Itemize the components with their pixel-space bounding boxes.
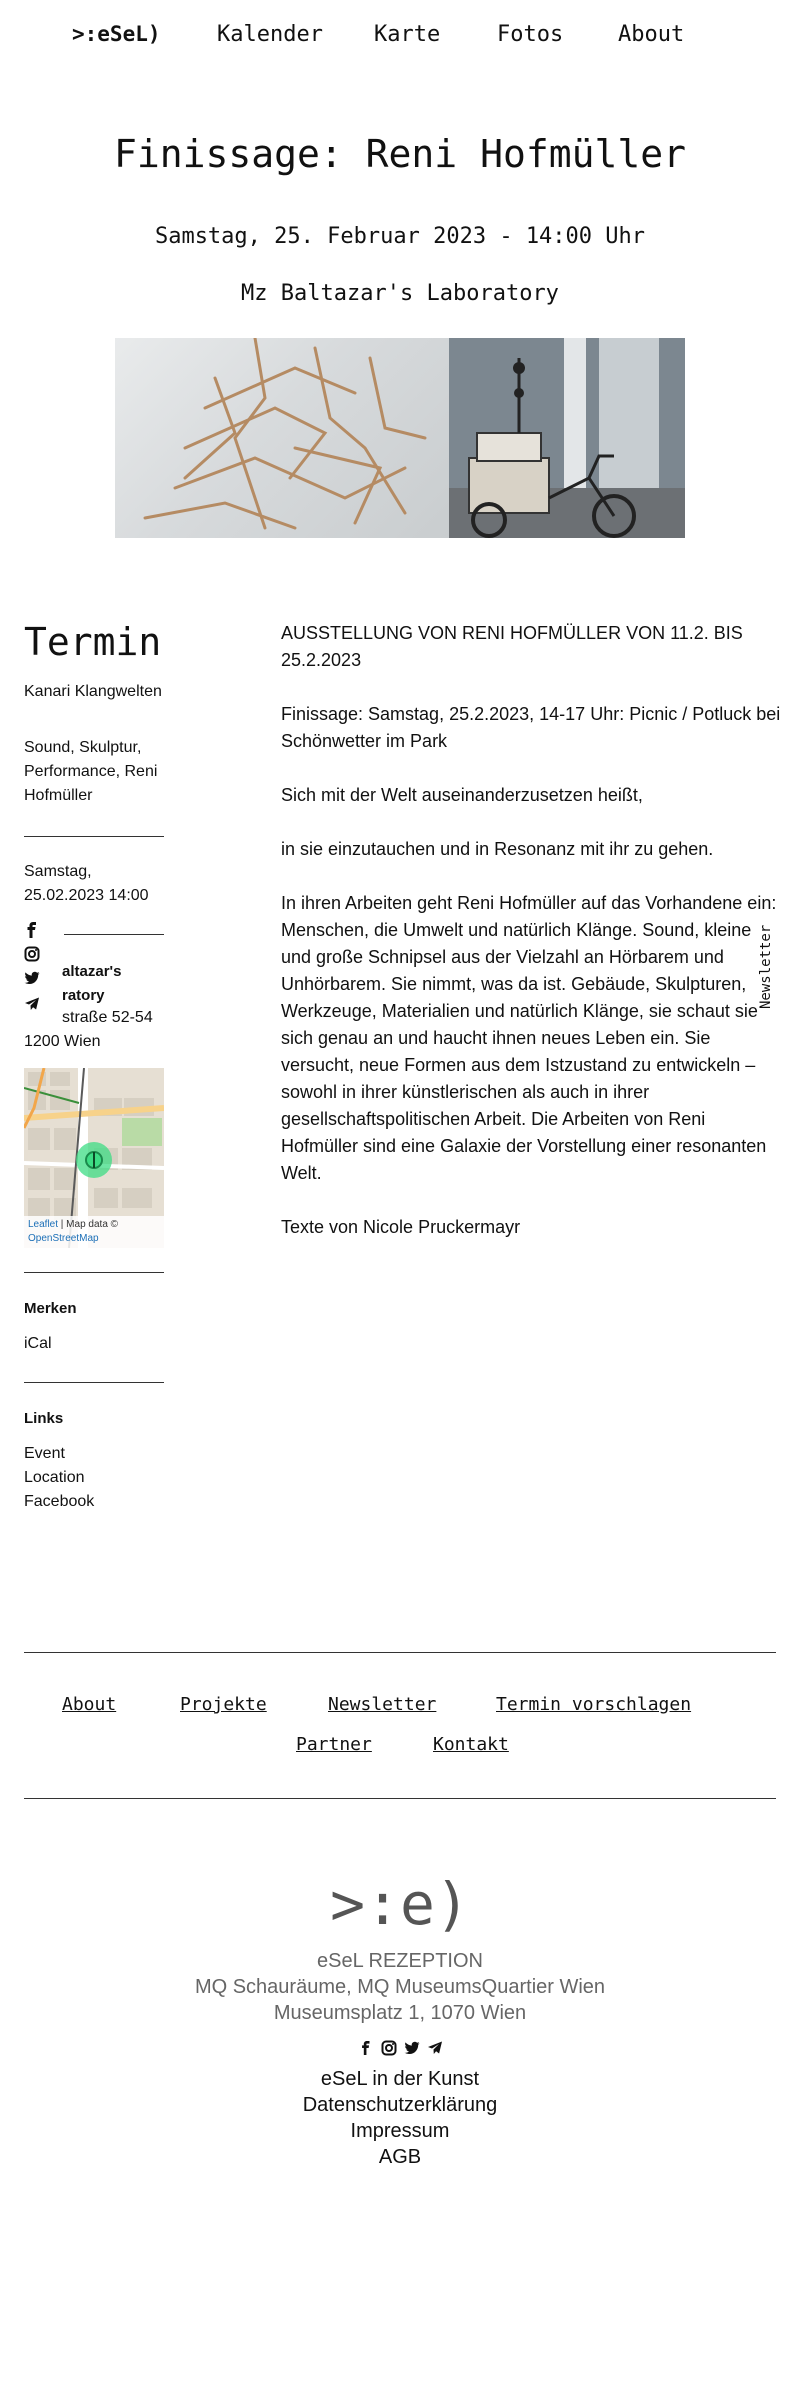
footer-social-icons <box>355 2040 445 2058</box>
telegram-icon[interactable] <box>24 996 40 1012</box>
footer-address-3: Museumsplatz 1, 1070 Wien <box>273 2002 527 2024</box>
content-paragraph-2: Finissage: Samstag, 25.2.2023, 14-17 Uhr: Picnic / Potluck bei Schönwetter im Park <box>281 704 781 751</box>
event-genres: Sound, Skulptur, Performance, Reni Hofmüller <box>24 739 158 804</box>
footer-link-termin-vorschlagen[interactable]: Termin vorschlagen <box>496 1694 692 1715</box>
footer-address-1: eSeL REZEPTION <box>317 1950 483 1972</box>
content-paragraph-6: Texte von Nicole Pruckermayr <box>281 1217 521 1237</box>
footer-divider <box>24 1798 776 1799</box>
merken-heading: Merken <box>24 1300 77 1317</box>
twitter-icon[interactable] <box>404 2040 420 2056</box>
event-link[interactable]: Event <box>24 1445 65 1462</box>
ical-link[interactable]: iCal <box>24 1335 52 1352</box>
instagram-icon[interactable] <box>381 2040 397 2056</box>
footer-link-agb[interactable]: AGB <box>378 2146 422 2168</box>
top-nav <box>0 22 800 52</box>
footer-divider <box>24 1652 776 1653</box>
page-title: Finissage: Reni Hofmüller <box>114 132 686 176</box>
location-link[interactable]: Location <box>24 1469 85 1486</box>
content-paragraph-1: AUSSTELLUNG VON RENI HOFMÜLLER VON 11.2. BIS 25.2.2023 <box>281 623 743 670</box>
nav-kalender[interactable]: Kalender <box>217 22 323 47</box>
footer-link-projekte[interactable]: Projekte <box>180 1694 267 1715</box>
links-heading: Links <box>24 1410 64 1427</box>
footer-link-impressum[interactable]: Impressum <box>350 2120 450 2142</box>
nav-fotos[interactable]: Fotos <box>497 22 564 47</box>
divider <box>24 1272 164 1273</box>
divider <box>24 1382 164 1383</box>
content-paragraph-3: Sich mit der Welt auseinanderzusetzen heißt, <box>281 785 643 805</box>
leaflet-link[interactable]: Leaflet <box>28 1219 59 1230</box>
site-logo[interactable]: >:eSeL) <box>72 22 161 46</box>
facebook-icon[interactable] <box>359 2040 373 2056</box>
map-data-label: | Map data © <box>58 1219 119 1230</box>
event-category[interactable]: Kanari Klangwelten <box>24 683 162 700</box>
newsletter-tab[interactable]: Newsletter <box>758 922 782 1012</box>
location-line-1[interactable]: altazar's <box>62 963 122 980</box>
footer-brand-logo[interactable]: >:e) <box>330 1870 470 1938</box>
map-attribution <box>28 1218 118 1246</box>
date-line-2: 25.02.2023 14:00 <box>24 887 149 904</box>
facebook-link[interactable]: Facebook <box>24 1493 95 1510</box>
content-paragraph-5: In ihren Arbeiten geht Reni Hofmüller auf das Vorhandene ein: Menschen, die Umwelt und natürlich Klänge. Sound, kleine und große Schnipsel aus der Vielzahl an Hörbarem und Unhörbarem. Sie nimmt, was da ist. Gebäude, Skulpturen, Werkzeuge, Materialien und natürlich Klänge, sie schaut sie sich genau an und haucht ihnen neues Leben ein. Sie versucht, neue Formen aus dem Istzustand zu entwickeln – sowohl in ihrer künstlerischen als auch in ihrer gesellschaftspolitischen Arbeit. Die Arbeiten von Reni Hofmüller sind eine Galaxie der Vorstellung einer resonanten Welt. <box>281 893 777 1183</box>
footer-link-partner[interactable]: Partner <box>296 1734 372 1755</box>
instagram-icon[interactable] <box>24 946 40 962</box>
osm-link[interactable]: OpenStreetMap <box>28 1233 99 1244</box>
telegram-icon[interactable] <box>427 2040 443 2056</box>
location-map[interactable] <box>24 1068 164 1248</box>
footer-link-newsletter[interactable]: Newsletter <box>328 1694 437 1715</box>
location-city: 1200 Wien <box>24 1033 101 1050</box>
termin-heading: Termin <box>24 620 162 664</box>
event-image-sculpture <box>115 338 449 538</box>
event-venue[interactable]: Mz Baltazar's Laboratory <box>241 281 559 306</box>
footer-link-datenschutz[interactable]: Datenschutzerklärung <box>302 2094 498 2116</box>
nav-about[interactable]: About <box>618 22 685 47</box>
location-street: straße 52-54 <box>62 1009 153 1026</box>
footer-link-esel-kunst[interactable]: eSeL in der Kunst <box>320 2068 480 2090</box>
facebook-icon[interactable] <box>24 922 40 938</box>
footer-link-kontakt[interactable]: Kontakt <box>433 1734 509 1755</box>
footer-link-about[interactable]: About <box>62 1694 117 1715</box>
event-image-bike <box>449 338 685 538</box>
location-line-2[interactable]: ratory <box>62 987 105 1004</box>
footer-address-2: MQ Schauräume, MQ MuseumsQuartier Wien <box>194 1976 606 1998</box>
divider <box>24 836 164 837</box>
content-paragraph-4: in sie einzutauchen und in Resonanz mit ihr zu gehen. <box>281 839 714 859</box>
nav-karte[interactable]: Karte <box>374 22 441 47</box>
twitter-icon[interactable] <box>24 970 40 986</box>
divider <box>64 934 164 935</box>
event-date: Samstag, 25. Februar 2023 - 14:00 Uhr <box>154 224 646 249</box>
date-line-1: Samstag, <box>24 863 92 880</box>
